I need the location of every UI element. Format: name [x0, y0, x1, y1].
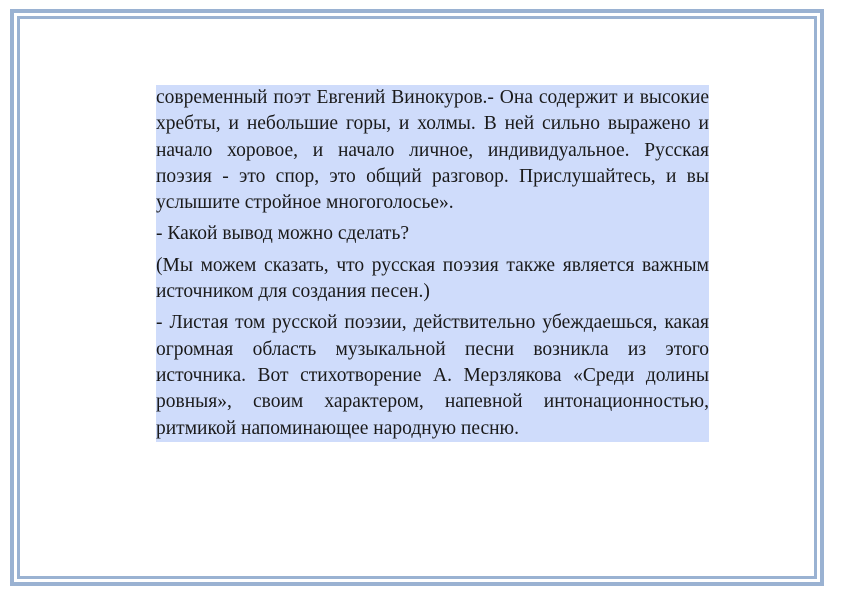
paragraph-question: - Какой вывод можно сделать? — [156, 223, 410, 245]
highlighted-text-block — [156, 85, 709, 442]
paragraph-merzlyakov: - Листая том русской поэзии, действительно убеждаешься, какая огромная область музыкальной песни возникла из этого источника. Вот стихотворение А. Мерзлякова «Среди долины ровныя», своим характером, напевной интонационностью, ритмикой напоминающее народную песню. — [156, 312, 709, 439]
paragraph-answer: (Мы можем сказать, что русская поэзия также является важным источником для создания песен.) — [156, 254, 709, 303]
paragraph-quote-vinokurov: современный поэт Евгений Винокуров.- Она содержит и высокие хребты, и небольшие горы, и холмы. В ней сильно выражено и начало хоровое, и начало личное, индивидуальное. Русская поэзия - это спор, это общий разговор. Прислушайтесь, и вы услышите стройное многоголосье». — [156, 87, 709, 214]
